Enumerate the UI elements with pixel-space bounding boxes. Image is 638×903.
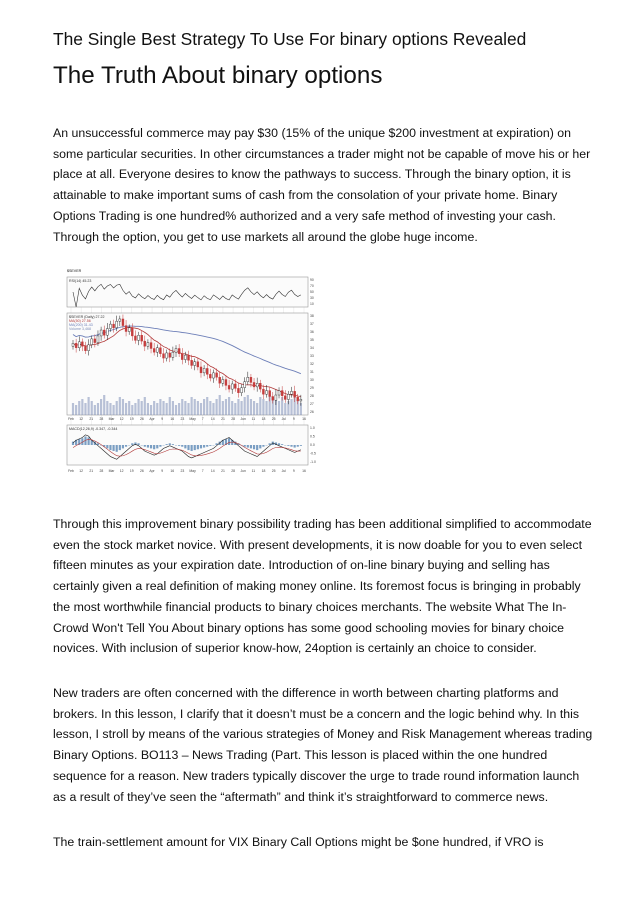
volume-bar — [134, 403, 136, 415]
section-heading: The Truth About binary options — [53, 62, 383, 89]
volume-bar — [234, 403, 236, 415]
macd-histogram-bar — [197, 445, 199, 449]
candle-body — [131, 328, 133, 336]
candle-body — [150, 343, 152, 349]
macd-histogram-bar — [253, 445, 255, 449]
macd-histogram-bar — [131, 443, 133, 445]
macd-legend: MACD(12,26,9) -0.347, -0.344 — [69, 427, 118, 431]
volume-bar — [175, 405, 177, 415]
volume-bar — [141, 401, 143, 415]
candle-body — [222, 380, 224, 384]
volume-bar — [91, 401, 93, 415]
candle-body — [219, 377, 221, 383]
volume-bar — [237, 399, 239, 415]
volume-bar — [256, 403, 258, 415]
macd-tick-label: -0.5 — [310, 451, 316, 456]
x-tick-label: 16 — [170, 417, 175, 421]
candle-body — [166, 353, 168, 358]
candle-body — [253, 382, 255, 386]
volume-bar — [122, 399, 124, 415]
volume-bar — [103, 395, 105, 415]
x-tick-label: 25 — [271, 417, 276, 421]
candle-body — [156, 348, 158, 352]
x-tick-label: Apr — [149, 417, 155, 421]
price-tick-label: 32 — [310, 362, 314, 367]
macd-histogram-bar — [150, 445, 152, 448]
candle-body — [194, 362, 196, 366]
x-tick-label: 21 — [221, 469, 225, 473]
volume-bar — [147, 403, 149, 415]
candle-body — [297, 397, 299, 401]
volume-bar — [153, 401, 155, 415]
volume-bar — [219, 395, 221, 415]
candle-body — [138, 335, 140, 340]
volume-bar — [81, 399, 83, 415]
x-tick-label: 23 — [180, 417, 185, 421]
macd-histogram-bar — [200, 445, 202, 448]
macd-histogram-bar — [147, 445, 149, 448]
candle-body — [200, 367, 202, 373]
x-tick-label: Mar — [108, 417, 115, 421]
candle-body — [300, 399, 302, 401]
price-tick-label: 30 — [310, 378, 314, 383]
macd-histogram-bar — [88, 437, 90, 445]
paragraph-2: Through this improvement binary possibility trading has been additional simplified to accommodate even the stock market novice. With present developments, it is now doable for you to even select fifteen minutes as your expiration date. Introduction of on-line binary buying and selling has certainly given a real definition of making money online. Its foremost focus is bringing in probably the most worthwhile financial products to binary choices merchants. The website What The In-Crowd Won't Tell You About binary options has some good schooling movies for binary choice novices. With inclusion of superior know-how, 24option is certainly an choice to consider. — [53, 517, 592, 656]
x-tick-label: 25 — [271, 469, 276, 473]
candle-body — [231, 384, 233, 389]
candle-body — [84, 346, 86, 350]
macd-histogram-bar — [178, 445, 180, 446]
volume-bar — [159, 399, 161, 415]
candle-body — [97, 336, 99, 343]
macd-histogram-bar — [250, 445, 252, 448]
x-tick-label: 16 — [302, 469, 306, 473]
macd-histogram-bar — [281, 444, 283, 445]
volume-bar — [125, 403, 127, 415]
volume-bar — [166, 403, 168, 415]
document-title: The Single Best Strategy To Use For binary options Revealed — [53, 29, 527, 49]
candle-body — [134, 336, 136, 340]
price-tick-label: 34 — [310, 346, 314, 351]
volume-bar — [144, 397, 146, 415]
macd-tick-label: -1.0 — [310, 460, 316, 465]
macd-histogram-bar — [187, 445, 189, 450]
macd-histogram-bar — [203, 445, 205, 448]
rsi-legend: RSI(14) 45.23 — [69, 279, 92, 283]
volume-bar — [194, 399, 196, 415]
candle-body — [184, 355, 186, 359]
x-tick-label: Jun — [240, 469, 246, 473]
x-tick-label: 16 — [302, 417, 306, 421]
volume-bar — [191, 397, 193, 415]
candle-body — [256, 383, 258, 387]
candle-body — [244, 382, 246, 388]
x-tick-label: 11 — [251, 417, 256, 421]
paragraph-4: The train-settlement amount for VIX Binary Call Options might be $one hundred, if VRO is — [53, 835, 544, 849]
volume-bar — [240, 401, 242, 415]
volume-bar — [109, 403, 111, 415]
candle-body — [259, 383, 261, 389]
volume-bar — [247, 395, 249, 415]
macd-histogram-bar — [112, 445, 114, 451]
volume-bar — [216, 399, 218, 415]
candle-body — [116, 321, 118, 328]
price-tick-label: 33 — [310, 354, 314, 359]
candle-body — [269, 391, 271, 397]
rsi-tick-label: 10 — [310, 302, 314, 307]
volume-bar — [228, 397, 230, 415]
x-tick-label: 9 — [292, 469, 295, 473]
macd-histogram-bar — [169, 443, 171, 445]
volume-bar — [250, 399, 252, 415]
candle-body — [147, 343, 149, 347]
x-tick-label: 28 — [231, 469, 235, 473]
volume-bar — [88, 397, 90, 415]
rsi-tick-label: 90 — [310, 278, 314, 283]
paragraph-3: New traders are often concerned with the difference in worth between charting platforms and brokers. In this lesson, I clarify that it doesn’t must be a concern and the logic behind why. In this lesson, I stroll by means of the various strategies of Money and Risk Management whereas trading Binary Options. BO113 – News Trading (Part. This lesson is placed within the one hundred sequence for a reason. New traders typically discover the urge to trade round information launch as a result of they’ve seen the “aftermath” and think it’s straightforward to commerce news. — [53, 686, 593, 804]
volume-bar — [72, 403, 74, 415]
volume-bar — [212, 403, 214, 415]
x-tick-label: 9 — [161, 469, 164, 473]
x-tick-label: 14 — [210, 469, 215, 473]
macd-histogram-bar — [259, 445, 261, 448]
macd-tick-label: 1.0 — [310, 426, 315, 431]
rsi-panel-frame — [67, 277, 308, 307]
x-tick-label: 9 — [161, 417, 164, 421]
volume-bar — [172, 401, 174, 415]
macd-histogram-bar — [256, 445, 258, 450]
macd-histogram-bar — [209, 445, 211, 446]
candle-body — [188, 355, 190, 360]
candle-body — [178, 348, 180, 353]
candle-body — [103, 330, 105, 335]
candle-body — [272, 396, 274, 400]
x-tick-label: 21 — [89, 469, 94, 473]
price-tick-label: 38 — [310, 314, 314, 319]
candle-body — [237, 388, 239, 392]
x-tick-label: 19 — [129, 417, 134, 421]
price-tick-label: 27 — [310, 402, 314, 407]
candle-body — [141, 335, 143, 341]
x-tick-label: 26 — [140, 417, 144, 421]
volume-bar — [265, 401, 267, 415]
candle-body — [262, 389, 264, 394]
x-tick-label: 9 — [292, 417, 295, 421]
candle-body — [247, 377, 249, 381]
x-tick-label: 7 — [201, 469, 204, 473]
macd-histogram-bar — [137, 443, 139, 445]
candle-body — [88, 345, 90, 351]
candle-body — [122, 319, 124, 326]
candle-body — [144, 341, 146, 346]
x-tick-label: 18 — [261, 469, 266, 473]
candle-body — [78, 342, 80, 348]
price-tick-label: 28 — [310, 394, 314, 399]
macd-histogram-bar — [153, 445, 155, 449]
rsi-tick-label: 50 — [310, 290, 314, 295]
price-tick-label: 36 — [310, 330, 314, 335]
macd-histogram-bar — [290, 445, 292, 447]
x-tick-label: Jun — [240, 417, 246, 421]
ma200-legend: MA(200) 31.43 — [69, 323, 93, 327]
ma50-legend: MA(50) 27.56 — [69, 319, 91, 323]
candle-body — [291, 391, 293, 394]
candle-body — [75, 343, 77, 347]
macd-histogram-bar — [228, 438, 230, 445]
volume-bar — [209, 401, 211, 415]
x-tick-label: 21 — [221, 417, 225, 421]
candle-body — [172, 352, 174, 357]
x-tick-label: 12 — [79, 469, 84, 473]
candle-body — [109, 324, 111, 328]
volume-bar — [203, 399, 205, 415]
macd-histogram-bar — [106, 445, 108, 448]
candle-body — [191, 360, 193, 365]
x-tick-label: 21 — [89, 417, 94, 421]
rsi-tick-label: 70 — [310, 284, 314, 289]
x-tick-label: Feb — [68, 469, 74, 473]
candle-body — [241, 388, 243, 393]
macd-histogram-bar — [278, 443, 280, 445]
macd-histogram-bar — [166, 444, 168, 445]
volume-bar — [231, 401, 233, 415]
macd-histogram-bar — [244, 445, 246, 447]
x-tick-label: 12 — [119, 417, 124, 421]
macd-histogram-bar — [181, 445, 183, 447]
macd-histogram-bar — [194, 445, 196, 450]
x-tick-label: 16 — [170, 469, 175, 473]
x-tick-label: 7 — [201, 417, 204, 421]
candle-body — [294, 391, 296, 397]
price-legend: $SEVER (Daily) 27.22 — [69, 315, 105, 319]
macd-histogram-bar — [159, 445, 161, 447]
macd-histogram-bar — [297, 445, 299, 447]
macd-histogram-bar — [156, 445, 158, 448]
x-tick-label: 18 — [261, 417, 266, 421]
candle-body — [212, 373, 214, 378]
volume-bar — [259, 397, 261, 415]
candle-body — [287, 394, 289, 399]
macd-histogram-bar — [287, 445, 289, 446]
x-tick-label: Feb — [68, 417, 74, 421]
volume-bar — [244, 397, 246, 415]
macd-histogram-bar — [109, 445, 111, 450]
volume-bar — [222, 401, 224, 415]
candle-body — [128, 328, 130, 332]
macd-histogram-bar — [294, 445, 296, 448]
candle-body — [159, 348, 161, 354]
volume-bar — [197, 401, 199, 415]
macd-tick-label: 0.0 — [310, 443, 315, 448]
x-tick-label: May — [189, 417, 196, 421]
candle-body — [275, 395, 277, 400]
volume-bar — [278, 401, 280, 415]
candle-body — [181, 354, 183, 360]
macd-histogram-bar — [300, 445, 302, 446]
x-tick-label: 12 — [119, 469, 124, 473]
volume-bar — [206, 397, 208, 415]
candle-body — [203, 368, 205, 372]
candle-body — [106, 329, 108, 336]
candle-body — [197, 362, 199, 367]
x-tick-label: Jul — [281, 417, 286, 421]
volume-bar — [262, 399, 264, 415]
macd-histogram-bar — [125, 445, 127, 447]
macd-histogram-bar — [247, 445, 249, 448]
candle-body — [225, 380, 227, 386]
volume-bar — [284, 403, 286, 415]
stock-chart-svg — [53, 265, 326, 480]
x-tick-label: May — [189, 469, 196, 473]
volume-bar — [119, 397, 121, 415]
price-tick-label: 37 — [310, 322, 314, 327]
price-tick-label: 31 — [310, 370, 314, 375]
price-tick-label: 26 — [310, 410, 314, 415]
x-tick-label: 26 — [140, 469, 144, 473]
x-tick-label: 28 — [99, 469, 104, 473]
macd-histogram-bar — [116, 445, 118, 452]
volume-bar — [84, 403, 86, 415]
price-tick-label: 35 — [310, 338, 314, 343]
volume-bar — [116, 401, 118, 415]
candle-body — [278, 391, 280, 395]
candle-body — [216, 373, 218, 377]
volume-bar — [184, 401, 186, 415]
volume-bar — [169, 397, 171, 415]
volume-bar — [181, 399, 183, 415]
stock-chart-figure — [53, 265, 326, 480]
macd-histogram-bar — [144, 445, 146, 447]
x-tick-label: 28 — [231, 417, 235, 421]
candle-body — [100, 330, 102, 336]
macd-histogram-bar — [122, 445, 124, 448]
volume-bar — [128, 401, 130, 415]
volume-bar — [112, 405, 114, 415]
volume-bar — [225, 399, 227, 415]
x-tick-label: 11 — [251, 469, 256, 473]
volume-bar — [290, 399, 292, 415]
x-tick-label: Jul — [281, 469, 286, 473]
x-tick-label: 14 — [210, 417, 215, 421]
candle-body — [91, 339, 93, 345]
candle-body — [153, 348, 155, 352]
x-tick-label: 12 — [79, 417, 84, 421]
candle-body — [266, 391, 268, 395]
candle-body — [113, 324, 115, 328]
volume-bar — [78, 401, 80, 415]
candle-body — [209, 374, 211, 378]
macd-histogram-bar — [119, 445, 121, 450]
macd-histogram-bar — [184, 445, 186, 448]
volume-bar — [187, 403, 189, 415]
rsi-tick-label: 30 — [310, 296, 314, 301]
candle-body — [72, 343, 74, 346]
candle-body — [284, 396, 286, 400]
x-tick-label: 28 — [99, 417, 104, 421]
candle-body — [175, 348, 177, 352]
volume-bar — [137, 399, 139, 415]
macd-histogram-bar — [191, 445, 193, 451]
candle-body — [119, 319, 121, 321]
macd-histogram-bar — [172, 444, 174, 445]
volume-bar — [97, 403, 99, 415]
volume-bar — [178, 403, 180, 415]
volume-bar — [75, 405, 77, 415]
paragraph-1: An unsuccessful commerce may pay $30 (15% of the unique $200 investment at expiration) on some particular securities. In other circumstances a trader might not be capable of move his or her place at all. Everyone desires to know the pathways to success. Through the binary option, it is attainable to make important sums of cash from the consolation of your private home. Binary Options Trading is one hundred% authorized and a very safe method of investing your cash. Through the option, you get to use markets all around the globe huge income. — [53, 126, 591, 244]
volume-bar — [253, 401, 255, 415]
candle-body — [281, 391, 283, 396]
candle-body — [250, 377, 252, 382]
candle-body — [125, 326, 127, 332]
macd-histogram-bar — [206, 445, 208, 447]
volume-bar — [94, 405, 96, 415]
chart-symbol-label: $SEVER — [67, 269, 82, 273]
price-tick-label: 29 — [310, 386, 314, 391]
volume-bar — [106, 401, 108, 415]
candle-body — [206, 368, 208, 374]
x-tick-label: 23 — [180, 469, 185, 473]
x-tick-label: 19 — [129, 469, 134, 473]
volume-bar — [156, 403, 158, 415]
volume-bar — [162, 401, 164, 415]
chart-panels — [67, 277, 308, 465]
volume-legend: Volume 3,468 — [69, 327, 91, 331]
candle-body — [163, 354, 165, 358]
candle-body — [169, 353, 171, 357]
x-tick-label: Apr — [149, 469, 155, 473]
x-tick-label: Mar — [108, 469, 115, 473]
volume-bar — [131, 405, 133, 415]
candle-body — [94, 339, 96, 343]
candle-body — [228, 385, 230, 389]
volume-bar — [200, 403, 202, 415]
macd-histogram-bar — [262, 445, 264, 447]
volume-bar — [150, 405, 152, 415]
candle-body — [81, 342, 83, 346]
macd-tick-label: 0.5 — [310, 434, 315, 439]
volume-bar — [100, 399, 102, 415]
candle-body — [234, 384, 236, 388]
